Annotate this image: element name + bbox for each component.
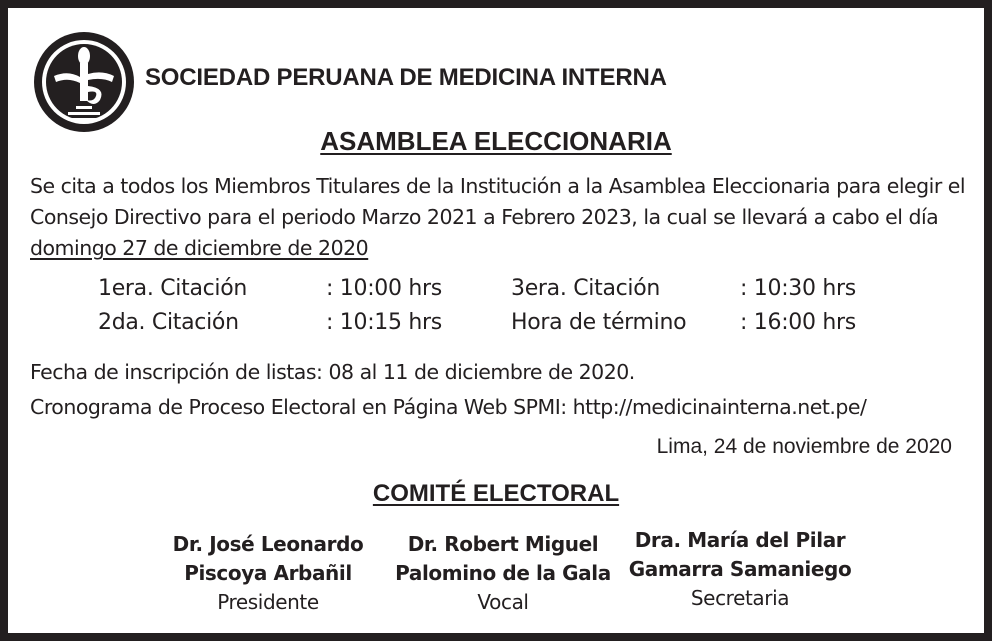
notice-paragraph [30, 171, 970, 264]
organization-name: SOCIEDAD PERUANA DE MEDICINA INTERNA [145, 64, 667, 91]
member-name-line1: Dr. Robert Miguel [407, 532, 599, 556]
schedule-table [98, 276, 918, 344]
schedule-label: 3era. Citación [511, 276, 661, 301]
schedule-label: 1era. Citación [98, 276, 248, 301]
member-role: Presidente [217, 590, 319, 614]
committee-title: COMITÉ ELECTORAL [372, 480, 620, 507]
committee-member-secretary [620, 526, 860, 613]
member-name-line1: Dr. José Leonardo [172, 532, 364, 556]
schedule-time: : 10:00 hrs [326, 276, 442, 301]
schedule-row [98, 310, 918, 344]
member-role: Secretaria [690, 586, 790, 610]
schedule-row [98, 276, 918, 310]
registration-dates: Fecha de inscripción de listas: 08 al 11 de diciembre de 2020. [30, 360, 635, 384]
schedule-time: : 10:15 hrs [326, 310, 442, 335]
committee-member-president [158, 530, 378, 617]
schedule-label: 2da. Citación [98, 310, 239, 335]
member-name-line2: Gamarra Samaniego [628, 557, 852, 581]
committee-member-vocal [388, 530, 618, 617]
member-name-line1: Dra. María del Pilar [634, 528, 846, 552]
schedule-time: : 10:30 hrs [740, 276, 856, 301]
notice-paragraph-text: Se cita a todos los Miembros Titulares de la Institución a la Asamblea Eleccionaria para elegir el Consejo Directivo para el periodo Marzo 2021 a Febrero 2023, la cual se llevará a cabo el día [30, 174, 966, 229]
website-line: Cronograma de Proceso Electoral en Página Web SPMI: http://medicinainterna.net.pe/ [30, 395, 867, 419]
place-date: Lima, 24 de noviembre de 2020 [656, 435, 952, 458]
member-name-line2: Palomino de la Gala [395, 561, 611, 585]
member-name-line2: Piscoya Arbañil [184, 561, 352, 585]
notice-title: ASAMBLEA ELECCIONARIA [320, 126, 672, 156]
spmi-logo-icon [32, 30, 136, 134]
member-role: Vocal [477, 590, 529, 614]
schedule-time: : 16:00 hrs [740, 310, 856, 335]
assembly-date: domingo 27 de diciembre de 2020 [30, 236, 369, 260]
schedule-label: Hora de término [511, 310, 687, 335]
